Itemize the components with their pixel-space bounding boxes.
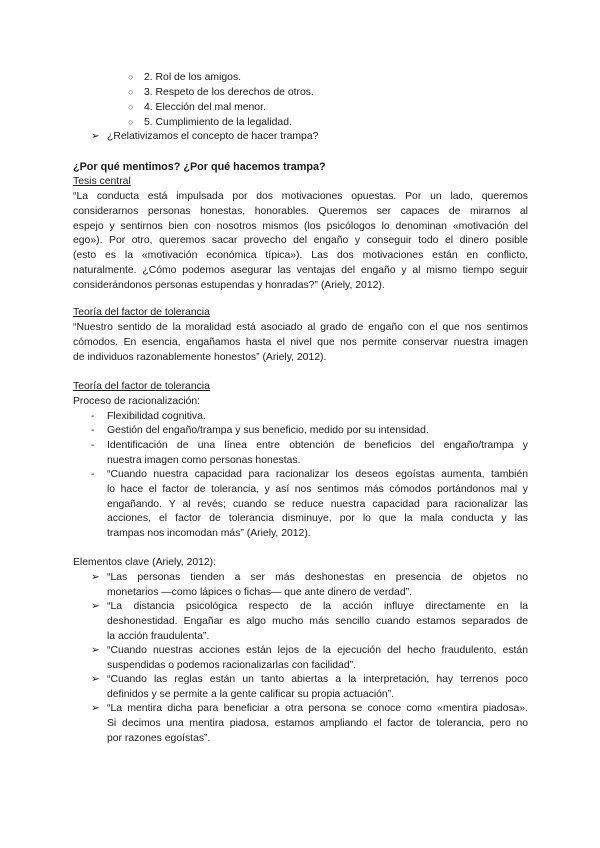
tesis-title: Tesis central [73,176,131,187]
list-item: ○ 4. Elección del mal menor. [128,102,266,113]
circle-bullet-icon: ○ [128,87,134,97]
section-heading: ¿Por qué mentimos? ¿Por qué hacemos trampa? [73,161,326,173]
circle-bullet-icon: ○ [128,102,134,112]
arrow-bullet-icon: ➢ [91,645,100,656]
list-item: ➢ “La mentira dicha para beneficiar a otra persona se conoce como «mentira piadosa». Si decimos una mentira piadosa, estamos ampliando el factor de tolerancia, pero no por razones egoístas”. [91,703,528,744]
racionalizacion-intro: Proceso de racionalización: [73,396,201,407]
arrow-bullet-icon: ➢ [91,131,100,142]
dash-bullet-icon: - [91,469,95,480]
dash-bullet-icon: - [91,411,95,422]
teoria-title: Teoría del factor de tolerancia [73,307,210,318]
list-item: - Gestión del engaño/trampa y sus beneficio, medido por su intensidad. [91,424,528,439]
list-item: ○ 2. Rol de los amigos. [128,72,242,83]
list-item: ○ 5. Cumplimiento de la legalidad. [128,117,292,128]
list-item: - Flexibilidad cognitiva. [91,410,528,425]
list-item: - Identificación de una línea entre obtención de beneficios del engaño/trampa y nuestra imagen como personas honestas. [91,440,528,466]
arrow-bullet-icon: ➢ [91,601,100,612]
tesis-paragraph: “La conducta está impulsada por dos motivaciones opuestas. Por un lado, queremos considerarnos personas honestas, honorables. Queremos ser capaces de mirarnos al espejo y sentirnos bien con nosotros mismos (los psicólogos lo denominan «motivación del ego»). Por otro, queremos sacar provecho del engaño y conseguir todo el dinero posible (esto es la «motivación económica típica»). Las dos motivaciones están en conflicto, naturalmente. ¿Cómo podemos asegurar las ventajas del engaño y al mismo tiempo seguir considerándonos personas estupendas y honradas?” (Ariely, 2012). [73,191,528,291]
arrow-bullet-icon: ➢ [91,674,100,685]
list-item: ○ 3. Respeto de los derechos de otros. [128,87,314,98]
dash-bullet-icon: - [91,425,95,436]
circle-bullet-icon: ○ [128,72,134,82]
circle-bullet-icon: ○ [128,117,134,127]
arrow-bullet-icon: ➢ [91,572,100,583]
list-item: ➢ “Cuando las reglas están un tanto abiertas a la interpretación, hay terrenos poco definidos y se permite a la gente calificar su propia actuación”. [91,674,528,700]
teoria-paragraph: “Nuestro sentido de la moralidad está asociado al grado de engaño con el que nos sentimos cómodos. En esencia, engañamos hasta el nivel que nos permite conservar nuestra imagen de individuos razonablemente honestos” (Ariely, 2012). [73,322,528,363]
list-item: ➢ “La distancia psicológica respecto de la acción influye directamente en la deshonestidad. Engañar es algo mucho más sencillo cuando estamos separados de la acción fraudulenta”. [91,601,528,642]
dash-bullet-icon: - [91,440,95,451]
list-item: ➢ “Cuando nuestras acciones están lejos de la ejecución del hecho fraudulento, están suspendidas o podemos racionalizarlas con facilidad”. [91,645,528,671]
list-item: ➢ “Las personas tienden a ser más deshonestas en presencia de objetos no monetarios —como lápices o fichas— que ante dinero de verdad”. [91,572,528,598]
teoria-title: Teoría del factor de tolerancia [73,381,210,392]
elementos-title: Elementos clave (Ariely, 2012): [73,557,217,568]
list-item: - “Cuando nuestra capacidad para racionalizar los deseos egoístas aumenta, también lo hace el factor de tolerancia, y así nos sentimos más cómodos portándonos mal y engañando. Y al revés; cuando se reduce nuestra capacidad para racionalizar las acciones, el factor de tolerancia disminuye, por lo que la mala conducta y las trampas nos incomodan más” (Ariely, 2012). [91,469,528,540]
arrow-bullet-icon: ➢ [91,703,100,714]
list-item: ➢ ¿Relativizamos el concepto de hacer trampa? [91,130,528,145]
